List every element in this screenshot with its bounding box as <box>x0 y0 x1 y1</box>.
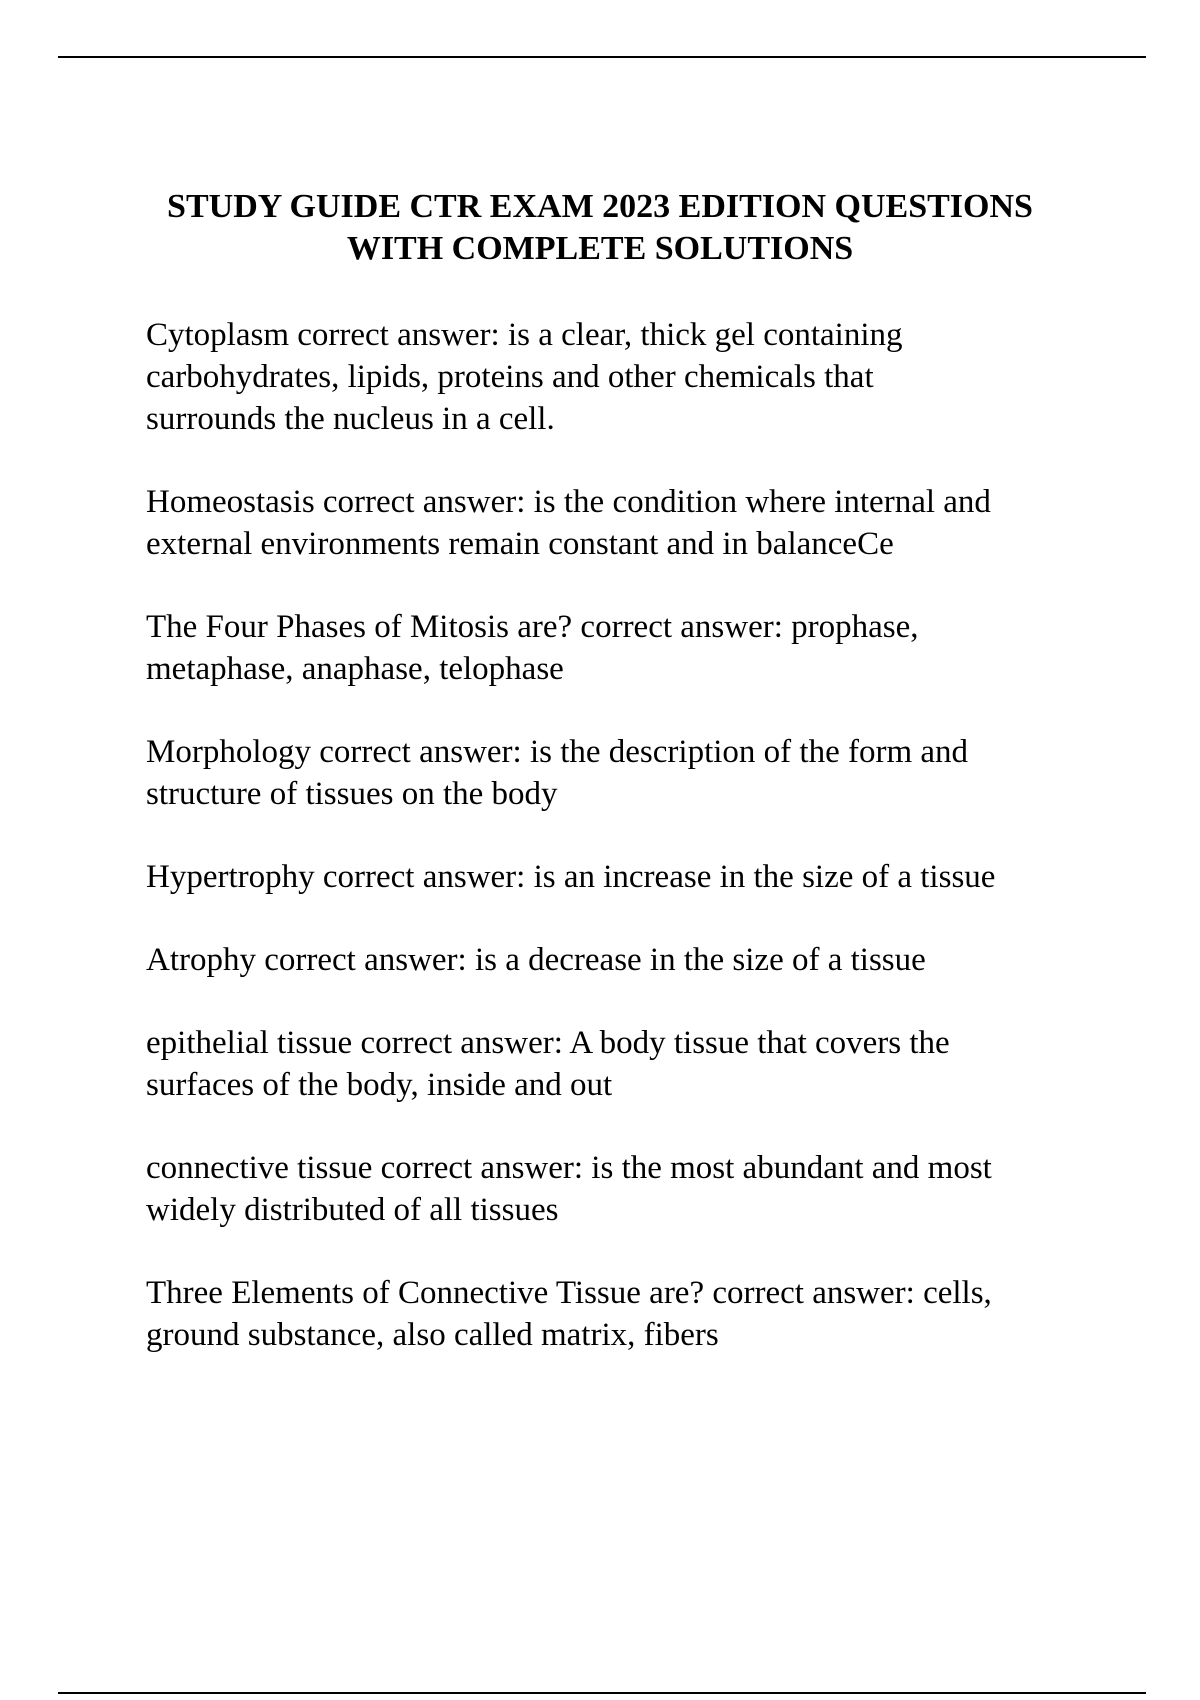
qa-entry-connective-tissue-elements <box>146 1272 1146 1356</box>
entry-line: widely distributed of all tissues <box>146 1192 559 1228</box>
entry-line: carbohydrates, lipids, proteins and other chemicals that <box>146 359 874 395</box>
entry-line: ground substance, also called matrix, fibers <box>146 1317 719 1353</box>
qa-entry-cytoplasm <box>146 314 1146 440</box>
entry-line: Homeostasis correct answer: is the condition where internal and <box>146 484 991 520</box>
entry-line: surrounds the nucleus in a cell. <box>146 401 555 437</box>
entry-line: The Four Phases of Mitosis are? correct answer: prophase, <box>146 609 919 645</box>
title-line-2: WITH COMPLETE SOLUTIONS <box>346 230 854 267</box>
entry-line: Three Elements of Connective Tissue are? correct answer: cells, <box>146 1275 992 1311</box>
qa-entry-epithelial-tissue <box>146 1022 1146 1106</box>
qa-entry-homeostasis <box>146 481 1146 565</box>
footer-rule <box>58 1692 1146 1694</box>
entry-line: connective tissue correct answer: is the most abundant and most <box>146 1150 992 1186</box>
entry-line: Atrophy correct answer: is a decrease in the size of a tissue <box>146 942 926 978</box>
entry-line: Cytoplasm correct answer: is a clear, thick gel containing <box>146 317 903 353</box>
document-title <box>100 186 1100 270</box>
qa-entry-connective-tissue <box>146 1147 1146 1231</box>
entry-line: metaphase, anaphase, telophase <box>146 651 564 687</box>
entry-line: external environments remain constant and in balanceCe <box>146 526 894 562</box>
entry-line: Morphology correct answer: is the description of the form and <box>146 734 969 770</box>
qa-entry-hypertrophy <box>146 856 1146 898</box>
header-rule <box>58 56 1146 58</box>
entry-line: Hypertrophy correct answer: is an increase in the size of a tissue <box>146 859 996 895</box>
entry-line: structure of tissues on the body <box>146 776 558 812</box>
qa-entry-mitosis-phases <box>146 606 1146 690</box>
title-line-1: STUDY GUIDE CTR EXAM 2023 EDITION QUESTIONS <box>167 188 1033 225</box>
entry-line: epithelial tissue correct answer: A body tissue that covers the <box>146 1025 950 1061</box>
qa-entry-atrophy <box>146 939 1146 981</box>
entry-line: surfaces of the body, inside and out <box>146 1067 613 1103</box>
qa-entry-morphology <box>146 731 1146 815</box>
qa-list <box>146 314 1146 1397</box>
